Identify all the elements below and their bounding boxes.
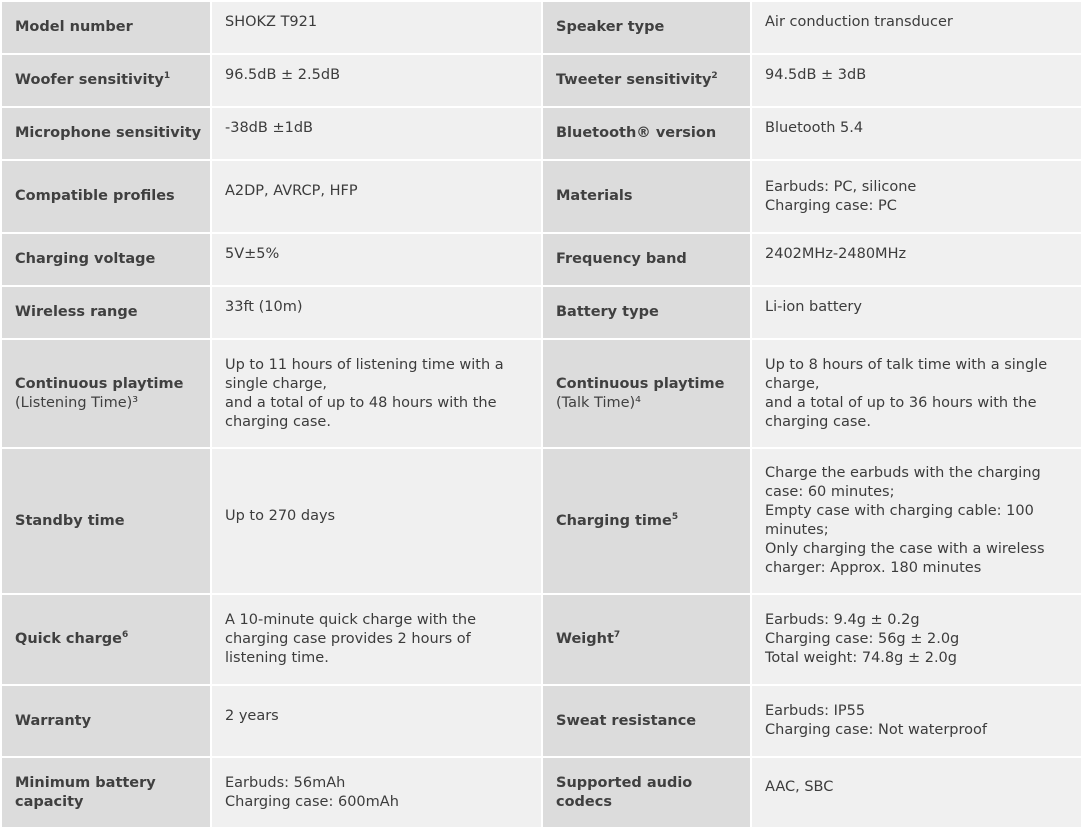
spec-value-line: Bluetooth 5.4	[765, 120, 864, 136]
spec-value	[751, 757, 1081, 828]
spec-value-line: Charge the earbuds with the charging case: 60 minutes;	[765, 465, 1041, 500]
spec-label-text: Continuous playtime	[15, 375, 184, 392]
spec-value-lines	[765, 66, 1071, 85]
spec-value-line: Air conduction transducer	[765, 14, 953, 30]
spec-value	[751, 594, 1081, 685]
spec-value-lines	[765, 778, 1071, 797]
spec-value-line: Charging case: 600mAh	[225, 793, 399, 810]
spec-label-text: Continuous playtime	[556, 375, 725, 392]
spec-value	[211, 448, 542, 594]
spec-value-lines	[765, 298, 1071, 317]
spec-value-line: Earbuds: 9.4g ± 0.2g	[765, 612, 920, 628]
spec-label-text: Tweeter sensitivity$^2$	[556, 71, 718, 88]
spec-value	[211, 286, 542, 339]
spec-value-line: Up to 11 hours of listening time with a single charge,	[225, 356, 504, 392]
footnote-marker: 1	[163, 71, 171, 82]
footnote-marker: 6	[121, 630, 129, 641]
spec-value-line: 5V±5%	[225, 246, 280, 262]
spec-value	[211, 233, 542, 286]
spec-value	[751, 685, 1081, 757]
spec-label-text: Charging time$^5$	[556, 511, 679, 529]
spec-label	[1, 448, 211, 594]
spec-label	[542, 757, 751, 828]
spec-value-lines	[225, 356, 531, 432]
spec-label-text: Battery type	[556, 304, 659, 320]
spec-label-text: Minimum battery capacity	[15, 774, 156, 810]
spec-label-text: Warranty	[15, 712, 92, 729]
table-row	[1, 685, 1081, 757]
spec-label-text: Sweat resistance	[556, 712, 697, 729]
spec-label-text: Charging voltage	[15, 251, 156, 267]
spec-value	[751, 339, 1081, 448]
spec-value-line: 2 years	[225, 707, 279, 724]
spec-value	[211, 339, 542, 448]
spec-value-line: 33ft (10m)	[225, 299, 303, 315]
spec-value-line: Li-ion battery	[765, 299, 862, 315]
spec-value	[751, 160, 1081, 233]
spec-value-lines	[765, 611, 1071, 668]
spec-value	[751, 286, 1081, 339]
spec-value-line: and a total of up to 48 hours with the charging case.	[225, 394, 497, 430]
spec-value-lines	[225, 182, 531, 201]
spec-value-line: SHOKZ T921	[225, 14, 318, 30]
table-row	[1, 107, 1081, 160]
spec-value	[211, 757, 542, 828]
spec-value-lines	[225, 774, 531, 812]
spec-label-text: Frequency band	[556, 251, 687, 267]
table-row	[1, 1, 1081, 54]
spec-value	[211, 107, 542, 160]
spec-label-text: Standby time	[15, 512, 125, 529]
spec-label-text: Bluetooth® version	[556, 125, 717, 141]
spec-value	[211, 160, 542, 233]
spec-label-text: Model number	[15, 19, 133, 35]
spec-value-lines	[225, 245, 531, 264]
spec-label-text: Woofer sensitivity$^1$	[15, 71, 171, 88]
spec-value-line: Earbuds: 56mAh	[225, 774, 346, 791]
spec-value	[211, 1, 542, 54]
spec-table-body	[1, 1, 1081, 828]
spec-label	[1, 286, 211, 339]
spec-label-text: Compatible profiles	[15, 188, 175, 204]
spec-value-line: AAC, SBC	[765, 779, 834, 795]
spec-label	[542, 233, 751, 286]
spec-label-text: Wireless range	[15, 304, 138, 320]
table-row	[1, 448, 1081, 594]
spec-label	[1, 339, 211, 448]
spec-label	[1, 160, 211, 233]
spec-value	[211, 685, 542, 757]
spec-label	[542, 594, 751, 685]
table-row	[1, 286, 1081, 339]
spec-label-text: Weight$^7$	[556, 630, 621, 647]
spec-label	[542, 286, 751, 339]
spec-value-lines	[225, 298, 531, 317]
spec-value-line: 2402MHz-2480MHz	[765, 246, 907, 262]
spec-value-line: A 10-minute quick charge with the charging case provides 2 hours of listening time.	[225, 612, 477, 666]
spec-value-line: Up to 270 days	[225, 507, 336, 524]
spec-label	[542, 107, 751, 160]
footnote-marker: 7	[613, 630, 621, 641]
table-row	[1, 757, 1081, 828]
spec-value	[751, 107, 1081, 160]
spec-value-lines	[225, 507, 531, 526]
spec-label	[1, 107, 211, 160]
spec-value-lines	[225, 611, 531, 668]
spec-value-lines	[765, 178, 1071, 216]
spec-label	[542, 339, 751, 448]
spec-value-line: Earbuds: IP55	[765, 703, 866, 719]
spec-value-lines	[765, 119, 1071, 138]
spec-value-line: Up to 8 hours of talk time with a single charge,	[765, 356, 1048, 392]
spec-label-subtext: (Talk Time)⁴	[556, 394, 641, 411]
spec-label-text: Speaker type	[556, 19, 665, 35]
spec-value-line: Charging case: Not waterproof	[765, 722, 987, 738]
spec-label	[542, 1, 751, 54]
spec-value-line: Charging case: PC	[765, 197, 897, 214]
spec-label-text: Supported audio codecs	[556, 774, 693, 810]
table-row	[1, 54, 1081, 107]
spec-label	[1, 233, 211, 286]
spec-value-line: Empty case with charging cable: 100 minutes;	[765, 503, 1034, 538]
spec-value-line: Earbuds: PC, silicone	[765, 178, 917, 195]
spec-value	[211, 594, 542, 685]
spec-value	[751, 448, 1081, 594]
spec-label-text: Microphone sensitivity	[15, 125, 202, 141]
spec-label	[1, 54, 211, 107]
spec-label-text: Quick charge$^6$	[15, 630, 129, 647]
spec-label	[542, 54, 751, 107]
spec-label	[542, 160, 751, 233]
table-row	[1, 160, 1081, 233]
spec-value-lines	[765, 245, 1071, 264]
spec-value-lines	[765, 464, 1071, 578]
spec-label	[1, 594, 211, 685]
spec-value	[211, 54, 542, 107]
table-row	[1, 594, 1081, 685]
spec-value-line: Total weight: 74.8g ± 2.0g	[765, 650, 957, 666]
spec-label	[1, 1, 211, 54]
spec-value-lines	[765, 702, 1071, 740]
spec-value	[751, 1, 1081, 54]
spec-value-line: Charging case: 56g ± 2.0g	[765, 631, 960, 647]
spec-value-lines	[225, 13, 531, 32]
spec-value-lines	[765, 13, 1071, 32]
spec-value-lines	[225, 707, 531, 726]
table-row	[1, 339, 1081, 448]
spec-value-line: 94.5dB ± 3dB	[765, 67, 867, 83]
footnote-marker: 2	[711, 71, 718, 82]
spec-label	[542, 685, 751, 757]
spec-value	[751, 233, 1081, 286]
spec-label	[542, 448, 751, 594]
spec-value-lines	[225, 119, 531, 138]
spec-value-lines	[765, 356, 1071, 432]
spec-value-lines	[225, 66, 531, 85]
spec-value-line: 96.5dB ± 2.5dB	[225, 67, 341, 83]
spec-value-line: and a total of up to 36 hours with the charging case.	[765, 394, 1037, 430]
spec-value-line: -38dB ±1dB	[225, 120, 313, 136]
spec-value-line: Only charging the case with a wireless charger: Approx. 180 minutes	[765, 541, 1045, 576]
spec-label-subtext: (Listening Time)³	[15, 394, 139, 411]
table-row	[1, 233, 1081, 286]
spec-value	[751, 54, 1081, 107]
spec-label-text: Materials	[556, 188, 633, 204]
spec-value-line: A2DP, AVRCP, HFP	[225, 183, 358, 199]
spec-label	[1, 757, 211, 828]
spec-label	[1, 685, 211, 757]
footnote-marker: 5	[671, 511, 679, 522]
